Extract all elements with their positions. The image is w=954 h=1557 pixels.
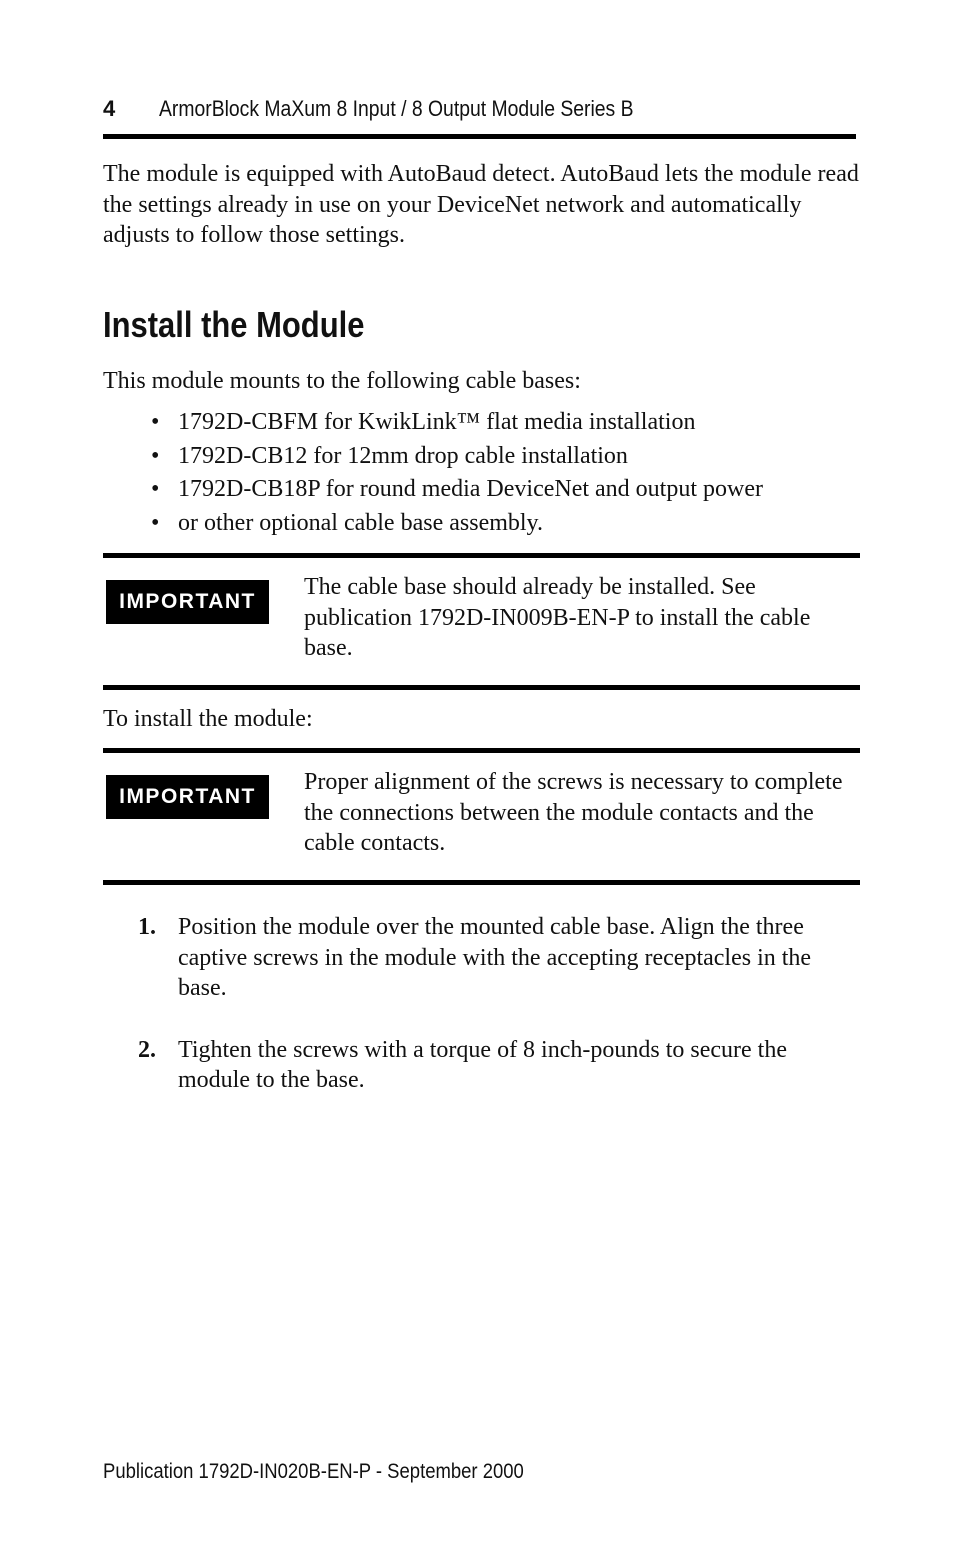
list-item-text: or other optional cable base assembly. (178, 510, 543, 537)
section-heading: Install the Module (103, 304, 365, 345)
bullet-marker: • (151, 510, 160, 537)
list-item (151, 473, 861, 507)
list-item (151, 507, 861, 541)
note-top-rule (103, 748, 860, 753)
install-intro-text: To install the module: (103, 706, 313, 732)
step-item (138, 1035, 858, 1096)
step-number: 2. (138, 1036, 156, 1063)
important-badge: IMPORTANT (106, 580, 269, 624)
important-note-text: The cable base should already be installed. See publication 1792D-IN009B-EN-P to install the cable base. (304, 574, 811, 661)
important-note-text: Proper alignment of the screws is necessary to complete the connections between the module contacts and the cable contacts. (304, 769, 843, 856)
important-badge: IMPORTANT (106, 775, 269, 819)
bullet-marker: • (151, 409, 160, 435)
step-text: Tighten the screws with a torque of 8 inch-pounds to secure the module to the base. (178, 1036, 787, 1093)
step-text: Position the module over the mounted cable base. Align the three captive screws in the module with the accepting receptacles in the base. (178, 914, 812, 1001)
bullet-marker: • (151, 442, 160, 469)
page-header (103, 92, 856, 128)
step-item (138, 912, 858, 1004)
list-item-text: 1792D-CB12 for 12mm drop cable installation (178, 442, 628, 469)
list-item (151, 440, 861, 474)
running-title: ArmorBlock MaXum 8 Input / 8 Output Module Series B (159, 96, 634, 121)
bullet-marker: • (151, 476, 160, 503)
install-steps-list (138, 912, 858, 1096)
page-footer: Publication 1792D-IN020B-EN-P - September 2000 (103, 1460, 524, 1483)
intro-paragraph: The module is equipped with AutoBaud detect. AutoBaud lets the module read the settings already in use on your DeviceNet network and automatically adjusts to follow those settings. (103, 161, 859, 248)
mounts-intro-text: This module mounts to the following cable bases: (103, 368, 581, 394)
note-top-rule (103, 553, 860, 558)
note-bottom-rule (103, 880, 860, 885)
step-number: 1. (138, 914, 156, 940)
list-item (151, 406, 861, 440)
list-item-text: 1792D-CB18P for round media DeviceNet and output power (178, 476, 763, 503)
header-rule (103, 134, 856, 139)
cable-base-list (151, 406, 861, 541)
page-number: 4 (103, 96, 116, 121)
note-bottom-rule (103, 685, 860, 690)
list-item-text: 1792D-CBFM for KwikLink™ flat media installation (178, 409, 696, 435)
